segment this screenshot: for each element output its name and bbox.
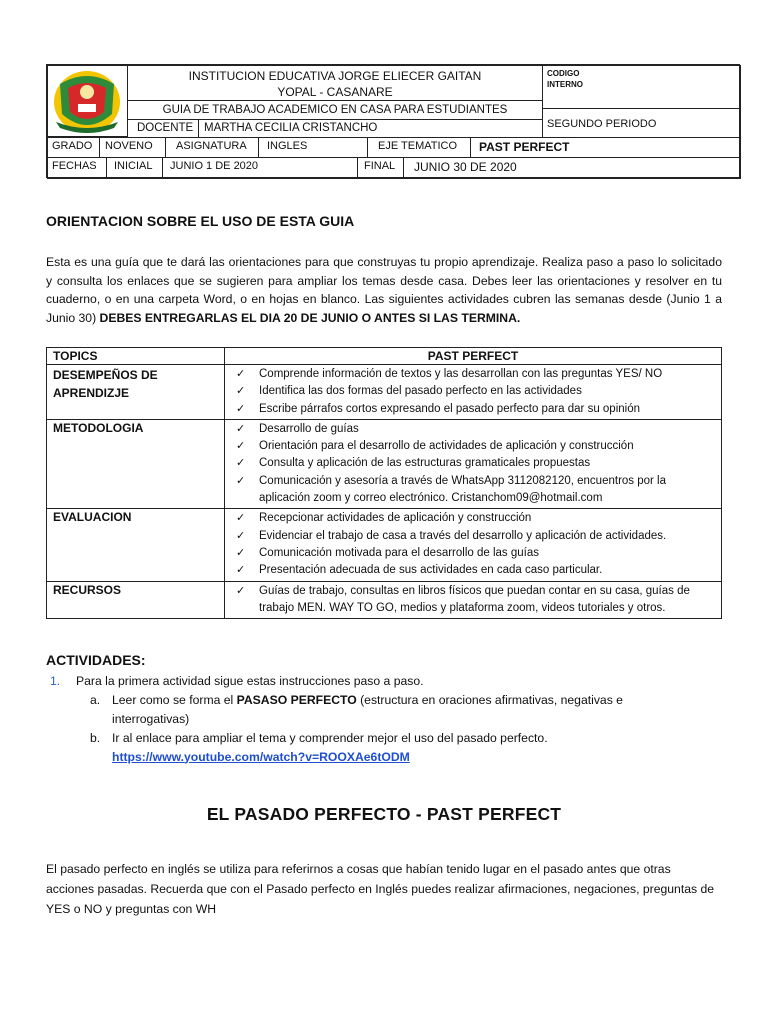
topics-row-recursos	[47, 581, 722, 619]
youtube-link[interactable]: https://www.youtube.com/watch?v=ROOXAe6tODM	[112, 749, 410, 764]
guide-title: GUIA DE TRABAJO ACADEMICO EN CASA PARA ESTUDIANTES	[162, 104, 508, 116]
eje-value-cell	[470, 137, 741, 158]
row-label-desempenos: DESEMPEÑOS DE APRENDIZJE	[47, 365, 225, 420]
final-label-cell	[357, 157, 404, 179]
row-items-metodologia	[225, 419, 722, 508]
grado-label: GRADO	[52, 140, 93, 152]
row-label-evaluacion: EVALUACION	[47, 509, 225, 581]
step-a-post: (estructura en oraciones afirmativas, negativas e interrogativas)	[112, 693, 623, 726]
inicial-label-cell	[106, 157, 163, 179]
list-item	[231, 473, 715, 508]
checkmark-icon: ✓	[236, 564, 246, 577]
inicial-label: INICIAL	[114, 160, 153, 172]
header-table	[46, 64, 740, 178]
topics-header-row	[47, 348, 722, 365]
activities-title: ACTIVIDADES:	[46, 652, 146, 668]
list-item-text: Desarrollo de guías	[259, 422, 359, 435]
asignatura-label: ASIGNATURA	[176, 140, 247, 152]
grado-value-cell	[99, 137, 166, 158]
asignatura-value: INGLES	[267, 140, 308, 152]
orientation-text-block	[46, 253, 722, 327]
step-number: 1.	[50, 674, 61, 688]
checkmark-icon: ✓	[236, 529, 246, 542]
row-items-desempenos	[225, 365, 722, 420]
orientation-text: Esta es una guía que te dará las orientaciones para que construyas tu propio aprendizaje. Realiza paso a paso lo solicitado y consulta los enlaces que se sugieren para ampliar los temas desde casa. Debes leer las orientaciones y resolver en tu cuaderno, o en una carpeta Word, o en hojas en blanco. Las siguientes actividades cubren las semanas desde (Junio 1 a Junio 30)	[46, 255, 722, 325]
fechas-label: FECHAS	[52, 160, 97, 172]
topics-header-right: PAST PERFECT	[225, 348, 722, 365]
periodo-cell	[542, 108, 741, 138]
list-item-text: Comunicación y asesoría a través de WhatsApp 3112082120, encuentros por la aplicación zoom y correo electrónico. Cristanchom09@hotmail.com	[259, 474, 667, 505]
list-item-text: Escribe párrafos cortos expresando el pasado perfecto para dar su opinión	[259, 402, 641, 415]
list-item-text: Evidenciar el trabajo de casa a través del desarrollo y aplicación de actividades.	[259, 529, 667, 542]
list-item	[231, 510, 715, 527]
orientation-deadline: DEBES ENTREGARLAS EL DIA 20 DE JUNIO O ANTES SI LAS TERMINA.	[99, 310, 521, 325]
asignatura-label-cell	[165, 137, 259, 158]
logo-cell	[47, 65, 128, 137]
list-item-text: Presentación adecuada de sus actividades en cada caso particular.	[259, 564, 603, 577]
list-item-text: Comprende información de textos y las desarrollan con las preguntas YES/ NO	[259, 368, 663, 380]
guide-title-cell	[127, 100, 543, 120]
list-item	[231, 562, 715, 579]
list-item-text: Comunicación motivada para el desarrollo de las guías	[259, 546, 539, 559]
list-item	[231, 455, 715, 472]
school-shield-logo	[48, 66, 127, 136]
final-label: FINAL	[364, 160, 396, 172]
step-text: Para la primera actividad sigue estas instrucciones paso a paso.	[76, 674, 424, 688]
orientation-title: ORIENTACION SOBRE EL USO DE ESTA GUIA	[46, 213, 355, 229]
list-item	[231, 583, 715, 618]
institution-location: YOPAL - CASANARE	[277, 85, 393, 99]
codigo-cell	[542, 65, 741, 109]
codigo-label: CODIGO	[547, 69, 580, 78]
activity-step-1	[50, 672, 730, 691]
checkmark-icon: ✓	[236, 546, 246, 559]
eje-label-cell	[367, 137, 471, 158]
checkmark-icon: ✓	[236, 512, 246, 525]
list-item	[231, 421, 715, 438]
checkmark-icon: ✓	[236, 368, 246, 380]
row-label-recursos: RECURSOS	[47, 581, 225, 619]
inicial-value: JUNIO 1 DE 2020	[170, 160, 259, 172]
row-items-recursos	[225, 581, 722, 619]
topics-header-left: TOPICS	[47, 348, 225, 365]
past-perfect-title: EL PASADO PERFECTO - PAST PERFECT	[206, 804, 562, 824]
checkmark-icon: ✓	[236, 385, 246, 398]
list-item-text: Recepcionar actividades de aplicación y construcción	[259, 512, 532, 525]
docente-value-cell	[198, 119, 543, 138]
activity-step-b	[90, 729, 710, 766]
institution-name: INSTITUCION EDUCATIVA JORGE ELIECER GAITAN	[188, 69, 482, 83]
list-item-text: Identifica las dos formas del pasado perfecto en las actividades	[259, 385, 582, 398]
docente-value: MARTHA CECILIA CRISTANCHO	[204, 122, 378, 134]
step-b-label: b.	[90, 731, 101, 745]
list-item-text: Orientación para el desarrollo de actividades de aplicación y construcción	[259, 440, 634, 453]
list-item	[231, 438, 715, 455]
list-item-text: Consulta y aplicación de las estructuras gramaticales propuestas	[259, 457, 591, 470]
step-a-bold: PASASO PERFECTO	[236, 693, 357, 707]
fechas-label-cell	[47, 157, 107, 179]
asignatura-value-cell	[258, 137, 368, 158]
grado-value: NOVENO	[105, 140, 153, 152]
past-perfect-text: El pasado perfecto en inglés se utiliza para referirnos a cosas que habían tenido lugar en el pasado antes que otras acciones pasadas. Recuerda que con el Pasado perfecto en Inglés puedes realizar afirmaciones, negaciones, preguntas de YES o NO y preguntas con WH	[46, 862, 715, 916]
list-item	[231, 528, 715, 545]
checkmark-icon: ✓	[236, 584, 246, 597]
checkmark-icon: ✓	[236, 457, 246, 470]
topics-row-desempenos	[47, 365, 722, 420]
list-item	[231, 401, 715, 418]
checkmark-icon: ✓	[236, 440, 246, 453]
list-item-text: Guías de trabajo, consultas en libros físicos que puedan contar en su casa, guías de trabajo MEN. WAY TO GO, medios y plataforma zoom, videos tutoriales y otros.	[259, 584, 690, 614]
periodo-value: SEGUNDO PERIODO	[547, 118, 657, 130]
inicial-value-cell	[162, 157, 358, 179]
checkmark-icon: ✓	[236, 402, 246, 415]
list-item	[231, 366, 715, 383]
step-a-label: a.	[90, 693, 101, 707]
docente-label: DOCENTE	[137, 122, 194, 134]
final-value: JUNIO 30 DE 2020	[414, 160, 517, 174]
row-label-metodologia: METODOLOGIA	[47, 419, 225, 508]
row-items-evaluacion	[225, 509, 722, 581]
docente-label-cell	[127, 119, 199, 138]
eje-value: PAST PERFECT	[479, 140, 570, 154]
checkmark-icon: ✓	[236, 422, 246, 435]
grado-label-cell	[47, 137, 100, 158]
activity-step-a	[90, 691, 690, 728]
list-item	[231, 545, 715, 562]
institution-cell	[127, 65, 543, 101]
step-a-pre: Leer como se forma el	[112, 693, 237, 707]
topics-table	[46, 347, 722, 619]
eje-label: EJE TEMATICO	[378, 140, 458, 152]
list-item	[231, 383, 715, 400]
step-b-text: Ir al enlace para ampliar el tema y comprender mejor el uso del pasado perfecto.	[112, 731, 548, 745]
checkmark-icon: ✓	[236, 474, 246, 487]
topics-row-metodologia	[47, 419, 722, 508]
final-value-cell	[403, 157, 741, 179]
topics-row-evaluacion	[47, 509, 722, 581]
interno-label: INTERNO	[547, 80, 583, 89]
